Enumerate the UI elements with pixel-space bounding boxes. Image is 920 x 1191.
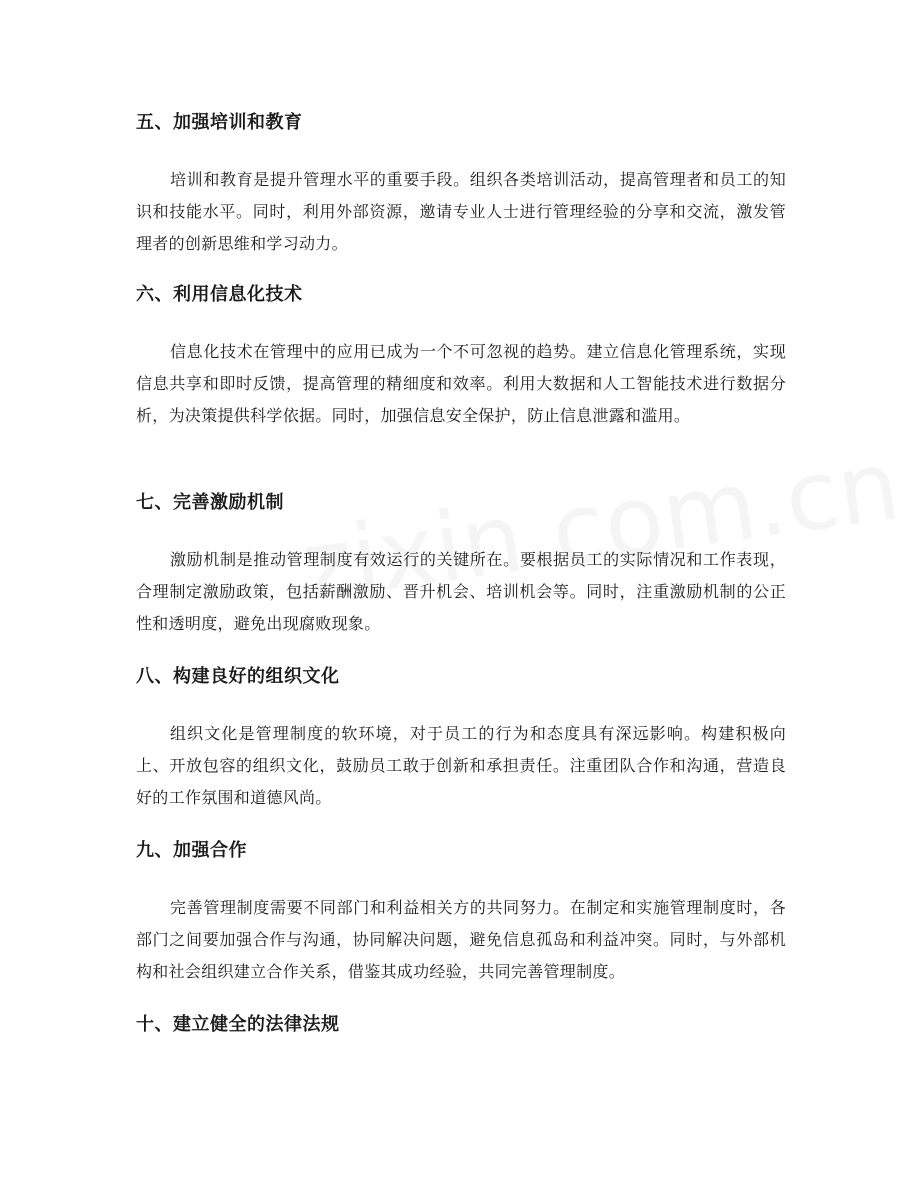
section-paragraph: 完善管理制度需要不同部门和利益相关方的共同努力。在制定和实施管理制度时，各部门之间要加强合作与沟通，协同解决问题，避免信息孤岛和利益冲突。同时，与外部机构和社会组织建立合作关系，借鉴其成功经验，共同完善管理制度。: [136, 898, 786, 981]
section-it: [136, 282, 786, 432]
section-paragraph: 激励机制是推动管理制度有效运行的关键所在。要根据员工的实际情况和工作表现，合理制定激励政策，包括薪酬激励、晋升机会、培训机会等。同时，注重激励机制的公正性和透明度，避免出现腐败现象。: [136, 550, 786, 633]
section-heading: 五、加强培训和教育: [136, 112, 303, 133]
section-incentive: [136, 490, 786, 640]
section-heading: 九、加强合作: [136, 840, 247, 861]
section-training: [136, 110, 786, 260]
section-paragraph: 信息化技术在管理中的应用已成为一个不可忽视的趋势。建立信息化管理系统，实现信息共享和即时反馈，提高管理的精细度和效率。利用大数据和人工智能技术进行数据分析，为决策提供科学依据。同时，加强信息安全保护，防止信息泄露和滥用。: [136, 342, 786, 425]
section-heading: 七、完善激励机制: [136, 492, 284, 513]
section-paragraph: 培训和教育是提升管理水平的重要手段。组织各类培训活动，提高管理者和员工的知识和技能水平。同时，利用外部资源，邀请专业人士进行管理经验的分享和交流，激发管理者的创新思维和学习动力。: [136, 170, 786, 253]
section-cooperation: [136, 838, 786, 988]
section-paragraph: 组织文化是管理制度的软环境，对于员工的行为和态度具有深远影响。构建积极向上、开放包容的组织文化，鼓励员工敢于创新和承担责任。注重团队合作和沟通，营造良好的工作氛围和道德风尚。: [136, 724, 786, 807]
section-law: [136, 1012, 786, 1038]
section-heading: 六、利用信息化技术: [136, 284, 303, 305]
section-heading: 十、建立健全的法律法规: [136, 1014, 340, 1035]
section-culture: [136, 664, 786, 814]
section-heading: 八、构建良好的组织文化: [136, 666, 340, 687]
